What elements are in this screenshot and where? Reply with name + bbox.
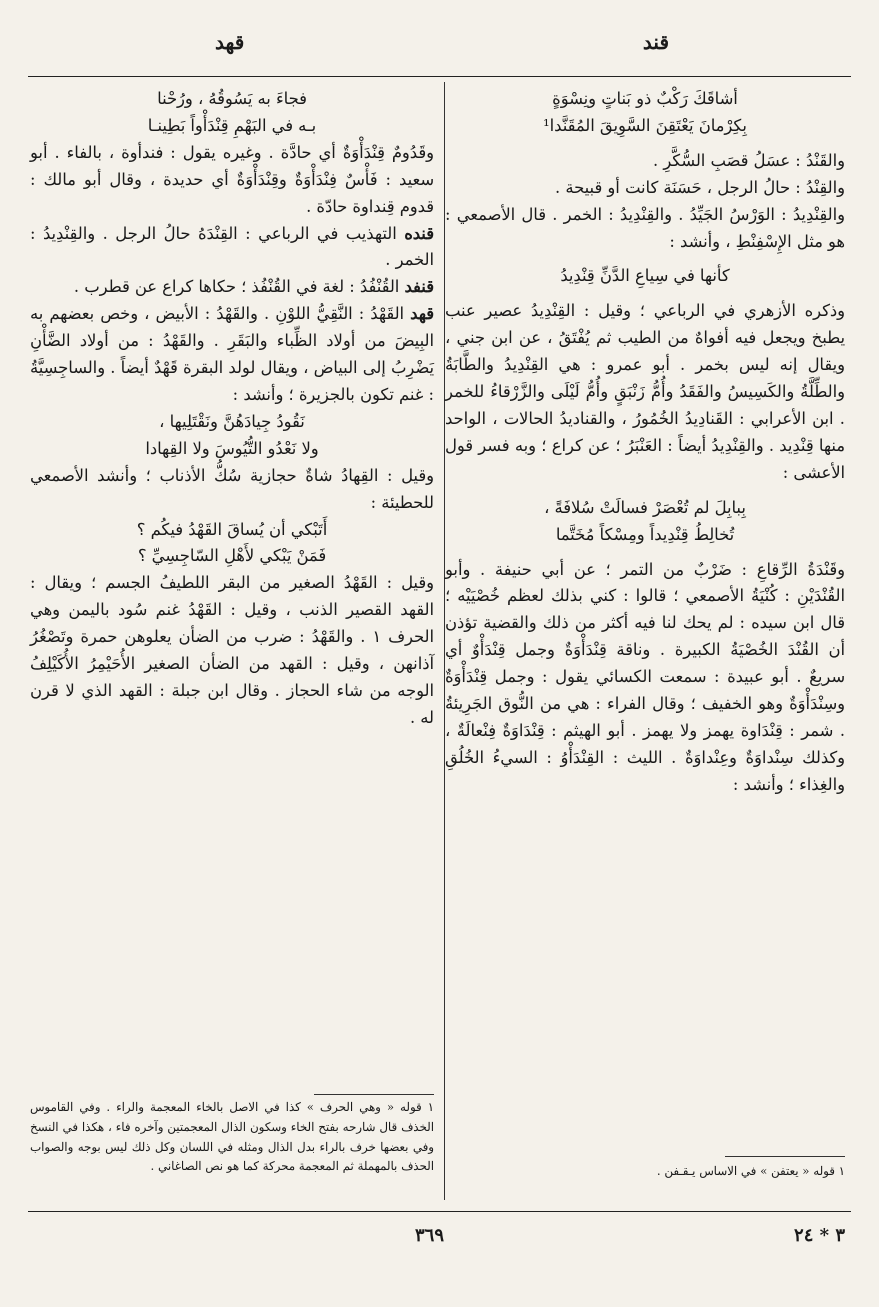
verse-line: أشاقَكَ رَكْبٌ ذو بَناتٍ ونِسْوَةٍ — [552, 89, 738, 108]
entry-paragraph: والقِنْدِيدُ : الوَرْسُ الجَيِّدُ . والقِنْدِيدُ : الخمر . قال الأصمعي : هو مثل الإِسْفِنْطِ ، وأنشد : — [445, 204, 845, 251]
verse-line: فَمَنْ يَبْكي لأَهْلِ السّاجِسِيِّ ؟ — [137, 546, 327, 566]
entry-paragraph: وقيل : القَهْدُ الصغير من البقر اللطيفُ الجسم ؛ ويقال : القهد القصير الذنب ، وقيل : القَهْدُ غنم سُود باليمن وهي الحرف ١ . والقَهْدُ : ضرب من الضأن يعلوهن حمرة وتَصْغُرُ آذانهن ، وقيل : القهد من الضأن الصغير الأُحَيْمِرُ الأُكَيْلِفُ الوجه من شاء الحجاز . وقال ابن جبلة : القهد الذي لا قرن له . — [30, 573, 434, 727]
top-rule — [28, 76, 851, 77]
right-column — [445, 86, 845, 799]
entry-paragraph: والقِنْدُ : حالُ الرجل ، حَسَنَة كانت أو قبيحة . — [555, 177, 845, 197]
verse-line: فجاءَ به يَسُوقُهُ ، ورُحْنا — [157, 89, 307, 108]
entry-text: التهذيب في الرباعي : القِنْدَهُ حالُ الرجل . والقِنْدِيدُ : الخمر . — [30, 223, 434, 270]
footnote-rule — [314, 1094, 434, 1095]
verse-line: كأنها في سِياعِ الدَّنِّ قِنْدِيدُ — [560, 266, 730, 286]
entry-paragraph — [30, 301, 434, 409]
entry-text: القُنْفُدُ : لغة في القُنْفُذ ؛ حكاها كراع عن قطرب . — [73, 277, 405, 297]
verse-line: أَتَبْكي أن يُساقَ القَهْدُ فيكُم ؟ — [136, 519, 328, 539]
entry-paragraph: وذكره الأزهري في الرباعي ؛ وقيل : القِنْدِيدُ عصير عنب يطبخ ويجعل فيه أفواهٌ من الطيب ثم يُفْتَقُ ، عن ابن جني ، ويقال إنه ليس بخمر . أبو عمرو : هي القِنْدِيدُ والطَّابَةُ والطِّلَّةُ والكَسِيسُ والفَقَدُ وأُمُّ زَنْبَقٍ وأُمُّ لَيْلَى والزَّرْقاءُ للخمر . ابن الأعرابي : القَنادِيدُ الخُمُورُ ، والقناديدُ الحالات ، الواحد منها قِنْدِيد . والقِنْدِيدُ أيضاً : العَنْبَرُ ؛ عن كراع ؛ وبه فسر قول الأعشى : — [445, 301, 845, 482]
left-column — [30, 86, 434, 732]
running-head-right: قند — [642, 30, 669, 54]
headword: قنفد — [404, 277, 434, 297]
footnote-left: ١ قوله « وهي الحرف » كذا في الاصل بالخاء المعجمة والراء . وفي القاموس الخذف قال شارحه بفتح الخاء وسكون الذال المعجمتين وآخره فاء ، هكذا في النسخ وفي بعضها خرف بالراء بدل الذال ومثله في اللسان وكل ذلك ليس بوجه والصواب الحذف بالمهملة ثم المعجمة محركة كما هو نص الصاغاني . — [30, 1100, 434, 1174]
running-head-left: قهد — [215, 30, 245, 54]
entry-paragraph: وقَدُومٌ قِنْدَأْوَةٌ أي حادَّة . وغيره يقول : فندأوة ، بالفاء . أبو سعيد : فَأْسٌ فِنْدَأْوَةٌ وقِنْدَأْوَةٌ أي حديدة ، وقال أبو مالك : قدوم قِنداوة حادّة . — [30, 142, 434, 216]
verse-line: نَقُودُ جِيادَهُنَّ ونَقْتَلِيها ، — [159, 411, 305, 431]
entry-paragraph: والقَنْدُ : عسَلُ قصَبِ السُّكَّرِ . — [652, 150, 845, 170]
verse-line: بِكِرْمانَ يَعْتَقِنَ السَّوِيقَ المُقَنَّدا¹ — [543, 115, 747, 135]
page-number: ٣٦٩ — [415, 1225, 445, 1246]
verse-line: بِبابِلَ لم تُعْصَرْ فسالَتْ سُلافَةً ، — [544, 497, 746, 517]
entry-paragraph — [30, 274, 434, 301]
entry-paragraph: وقيل : القِهادُ شاةٌ حجازية سُكُّ الأذناب ؛ وأنشد الأصمعي للحطيئة : — [30, 465, 434, 512]
entry-paragraph: وقَنْدَةُ الرِّقاعِ : ضَرْبٌ من التمر ؛ عن أبي حنيفة . وأبو القُنْدَيْنِ : كُنْيَةُ الأصمعي ؛ قالوا : كني بذلك لعظم خُصْيَيْه ؛ قال ابن سيده : لم يحك لنا فيه أكثر من ذلك والقضية تؤذن أن القُنْدَ الخُصْيَةُ الكبيرة . وناقة قِنْدَأْوَةٌ وجمل قِنْدَأْوٌ أي سريعٌ . أبو عبيدة : سمعت الكسائي يقول : وجمل قِنْدَأْوَةٌ وسِنْدَأْوَةٌ وهو الخفيف ؛ وقال الفراء : هي من النُّوق الجَرِيئةُ . شمر : قِنْدَاوة يهمز ولا يهمز . أبو الهيثم : قِنْدَاوَةٌ فِنْعالَةٌ ، وكذلك سِنْداوَةٌ وعِنْداوَةٌ . الليث : القِنْدَأْوُ : السيءُ الخُلُقِ والغِذاء ؛ وأنشد : — [445, 559, 845, 794]
footnote-rule — [725, 1156, 845, 1157]
signature-mark: ٣ * ٢٤ — [794, 1225, 845, 1246]
verse-line: تُخالِطُ قِنْدِيداً ومِسْكاً مُخَتَّما — [555, 524, 735, 544]
headword: قهد — [410, 304, 434, 324]
entry-text: القَهْدُ : النَّقِيُّ اللوْنِ . والقَهْدُ : الأبيض ، وخص بعضهم به البِيضَ من أولاد الظِّباء والبَقَرِ . والقَهْدُ : من أولاد الضَّأْنِ يَضْرِبُ إلى البياض ، ويقال لولد البقرة قَهْدٌ أيضاً . والساجِسِيَّةُ : غنم تكون بالجزيرة ؛ وأنشد : — [30, 304, 434, 404]
verse-line: ولا نَعْدُو التُّيُوسَ ولا القِهادا — [145, 438, 319, 458]
entry-paragraph — [30, 221, 434, 275]
verse-line: بـه في البَهْمِ قِنْدَأْواً بَطِينـا — [147, 115, 317, 135]
headword: قنده — [404, 223, 434, 243]
footnote-right: ١ قوله « يعتفن » في الاساس يـقـفن . — [656, 1164, 845, 1178]
bottom-rule — [28, 1211, 851, 1212]
